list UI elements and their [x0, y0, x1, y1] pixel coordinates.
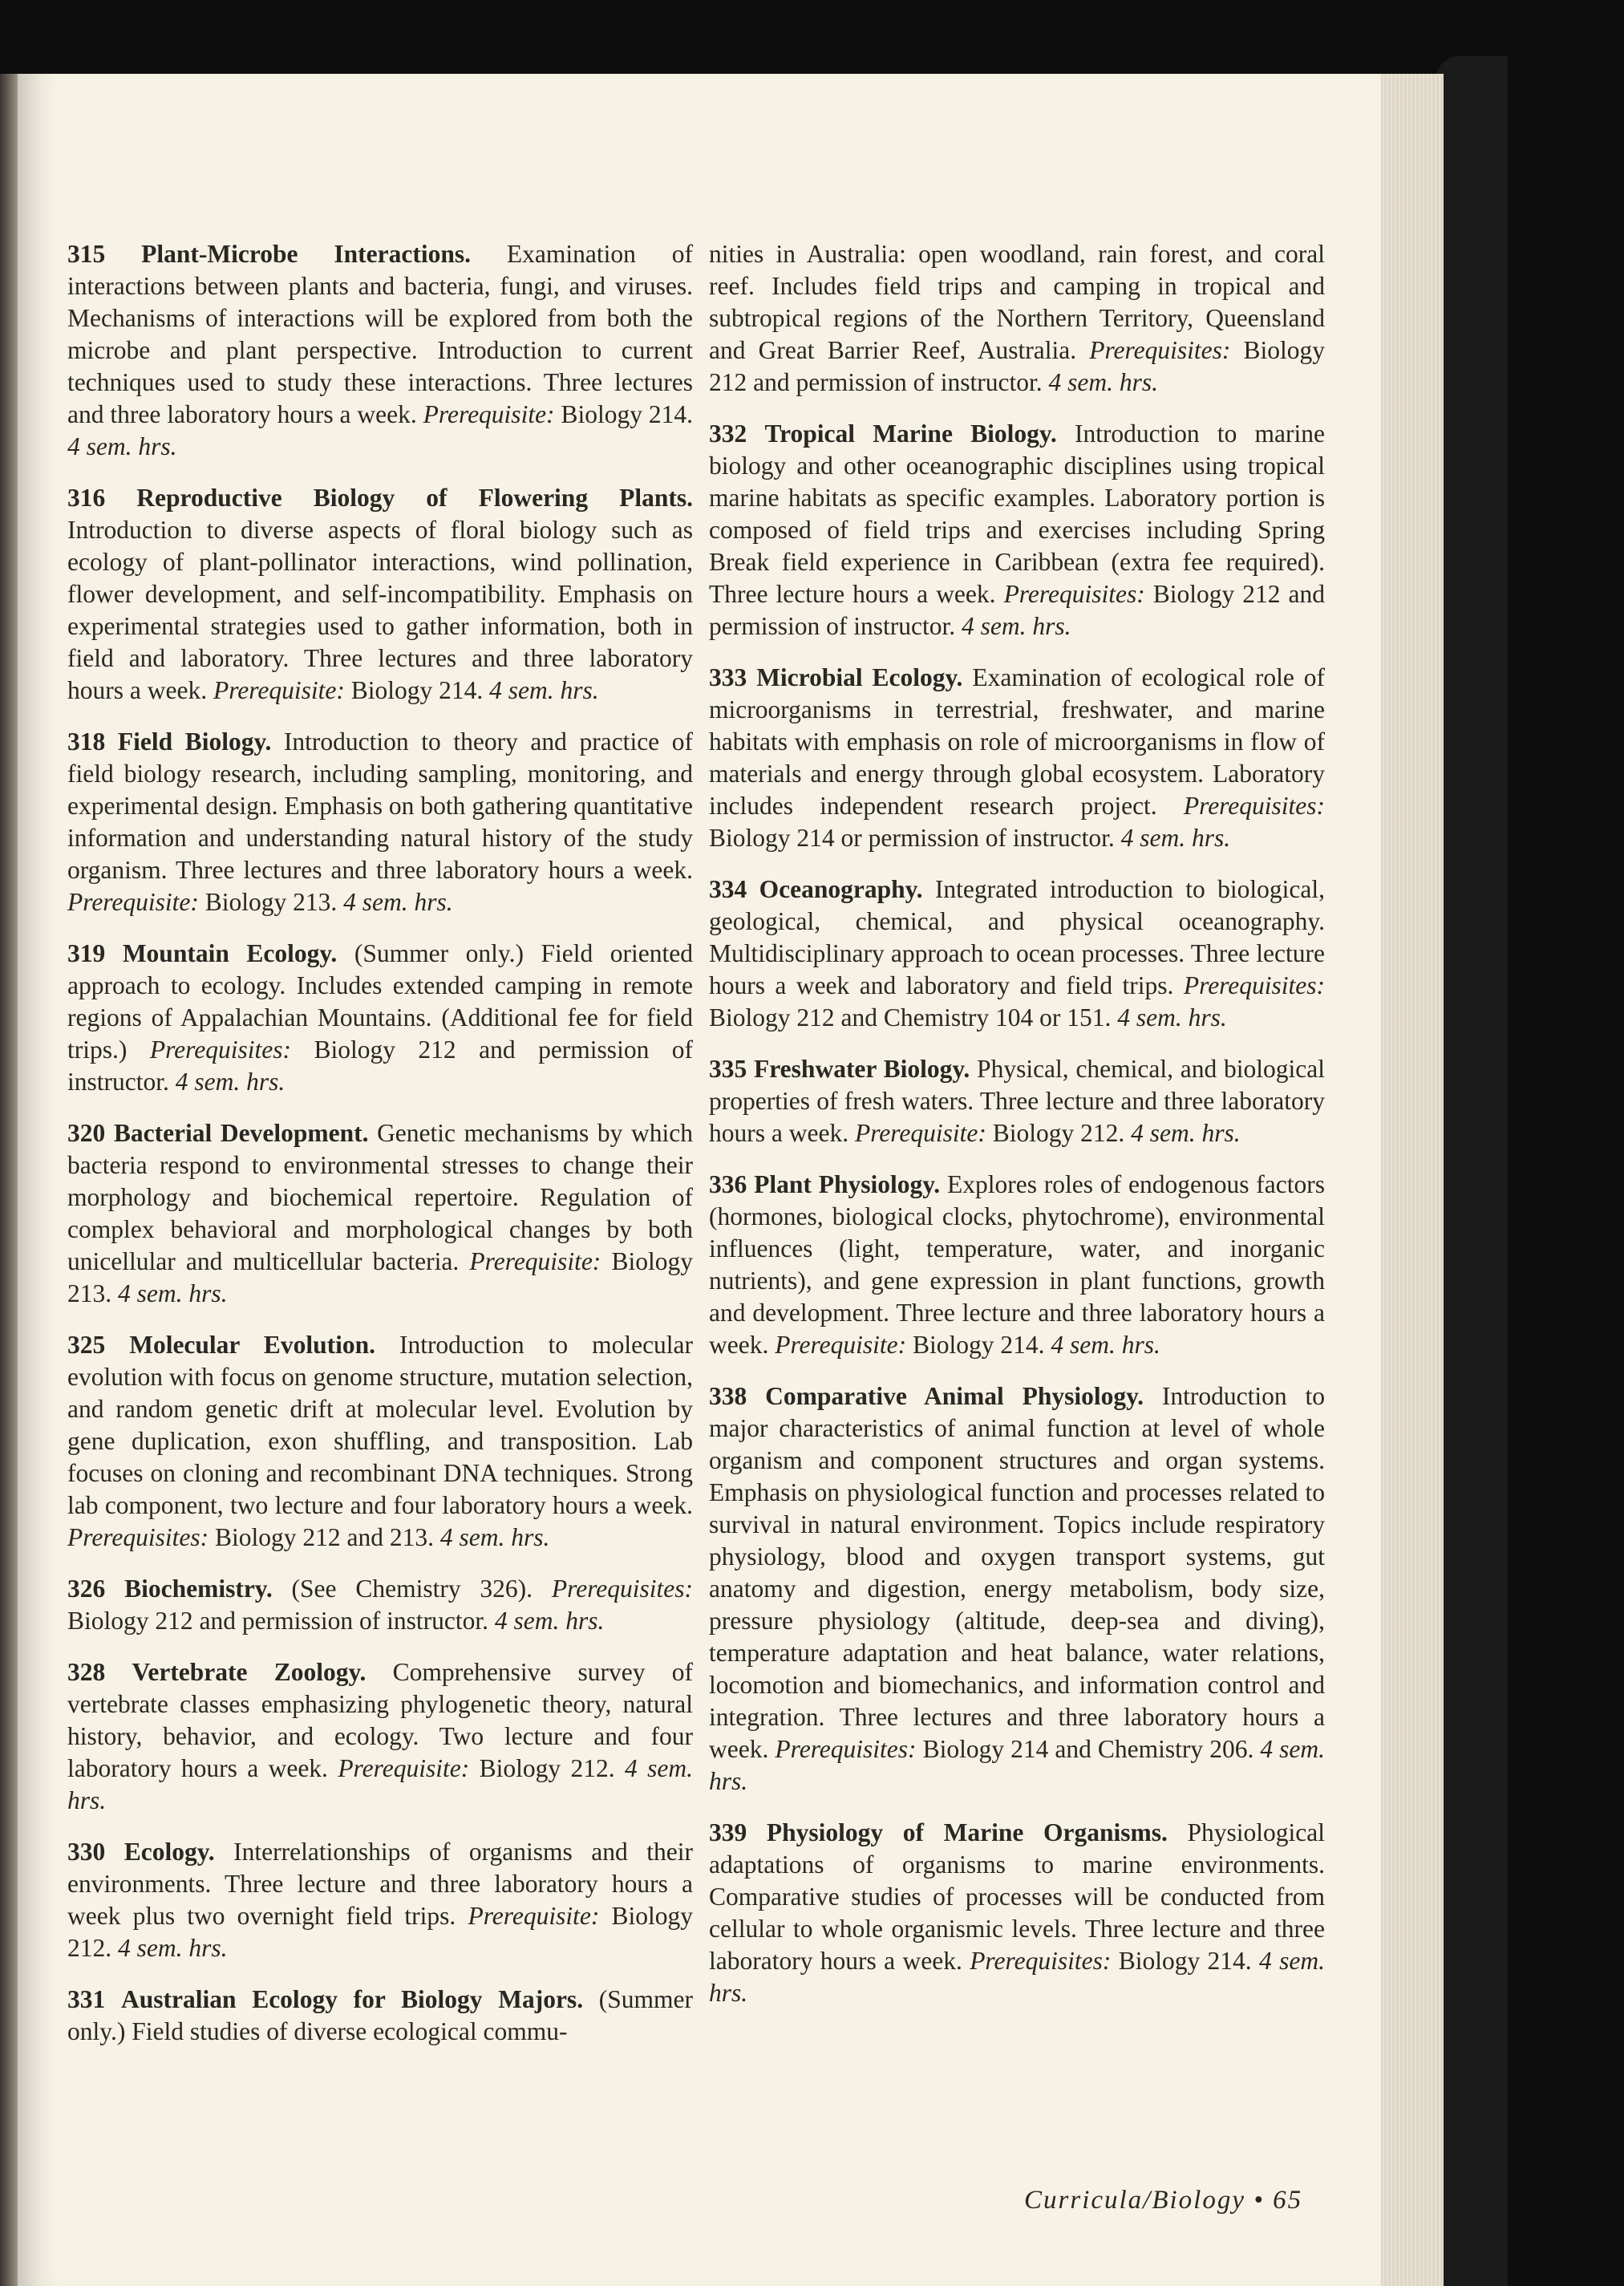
- prerequisite-text: Biology 212.: [67, 1902, 694, 1962]
- course-entry: [67, 1117, 693, 1310]
- prerequisite-text: Biology 214.: [912, 1331, 1045, 1359]
- course-title: Freshwater Biology.: [754, 1055, 970, 1083]
- course-description: Physiological adaptations of organisms to marine environments. Comparative studies of processes will be conducted from cellular to whole organismic levels. Three lecture and three laboratory hours a week.: [709, 1818, 1325, 1975]
- course-entry: [67, 482, 693, 707]
- course-description: (Summer only.) Field oriented approach to ecology. Includes extended camping in remote regions of Appalachian Mountains. (Additional fee for field trips.): [67, 939, 694, 1064]
- prerequisite-label: Prerequisite:: [423, 400, 555, 428]
- prerequisite-label: Prerequisite:: [468, 1902, 600, 1930]
- prerequisite-label: Prerequisites:: [1183, 971, 1326, 999]
- course-credit: 4 sem. hrs.: [175, 1068, 286, 1096]
- course-entry: [709, 1380, 1325, 1798]
- course-description: Interrelationships of organisms and their environments. Three lecture and three laboratory hours a week plus two overnight field trips.: [67, 1838, 694, 1930]
- course-credit: 4 sem. hrs.: [439, 1523, 550, 1551]
- course-credit: 4 sem. hrs.: [961, 612, 1071, 640]
- course-credit: 4 sem. hrs.: [343, 888, 453, 916]
- course-title: Vertebrate Zoology.: [132, 1658, 367, 1686]
- course-title: Reproductive Biology of Flowering Plants.: [136, 484, 693, 512]
- course-title: Physiology of Marine Organisms.: [766, 1818, 1168, 1846]
- course-description: (Summer only.) Field studies of diverse ecological commu-: [67, 1985, 694, 2045]
- course-entry: [67, 938, 693, 1098]
- course-number: 315: [67, 240, 106, 268]
- prerequisite-text: Biology 212.: [992, 1119, 1125, 1147]
- course-title: Bacterial Development.: [113, 1119, 369, 1147]
- course-number: 336: [709, 1170, 747, 1198]
- prerequisite-label: Prerequisites:: [1183, 792, 1325, 820]
- prerequisite-text: Biology 212 and permission of instructor.: [67, 1036, 694, 1096]
- course-entry: [67, 726, 693, 918]
- course-title: Oceanography.: [759, 875, 923, 903]
- prerequisite-label: Prerequisite:: [67, 888, 199, 916]
- prerequisite-text: Biology 212 and permission of instructor.: [709, 580, 1326, 640]
- course-description: Examination of interactions between plants and bacteria, fungi, and viruses. Mechanisms of interactions will be explored from both the microbe and plant perspective. Introduction to current techniques used to study these interactions. Three lectures and three laboratory hours a week.: [67, 240, 693, 428]
- right-column: [709, 238, 1325, 2029]
- course-credit: 4 sem. hrs.: [489, 676, 599, 704]
- prerequisite-text: Biology 212 and permission of instructor.: [709, 336, 1326, 396]
- course-title: Microbial Ecology.: [756, 663, 963, 691]
- course-title: Comparative Animal Physiology.: [765, 1382, 1144, 1410]
- course-entry: [709, 873, 1325, 1034]
- course-number: 334: [709, 875, 747, 903]
- prerequisite-text: Biology 213.: [205, 888, 338, 916]
- prerequisite-label: Prerequisite:: [338, 1754, 470, 1782]
- prerequisite-label: Prerequisites:: [1003, 580, 1145, 608]
- prerequisite-text: Biology 213.: [67, 1247, 693, 1307]
- prerequisite-text: Biology 212.: [479, 1754, 615, 1782]
- course-number: 332: [709, 420, 747, 448]
- course-entry: [709, 238, 1325, 399]
- course-title: Plant Physiology.: [754, 1170, 941, 1198]
- book-cover-edge: [1436, 56, 1508, 2286]
- prerequisite-label: Prerequisite:: [469, 1247, 601, 1275]
- course-entry: [67, 1573, 693, 1637]
- course-entry: [709, 662, 1325, 854]
- course-entry: [67, 1836, 693, 1964]
- prerequisite-text: Biology 214 or permission of instructor.: [709, 824, 1115, 852]
- course-entry: [67, 1329, 693, 1554]
- course-credit: 4 sem. hrs.: [67, 432, 177, 460]
- course-number: 325: [67, 1331, 106, 1359]
- course-credit: 4 sem. hrs.: [1117, 1003, 1227, 1032]
- course-description: Examination of ecological role of microorganisms in terrestrial, freshwater, and marine habitats with emphasis on role of microorganisms in flow of materials and energy through global ecosystem. Laboratory includes independent research project.: [709, 663, 1326, 820]
- prerequisite-label: Prerequisites:: [775, 1735, 917, 1763]
- course-number: 316: [67, 484, 106, 512]
- course-description: Introduction to molecular evolution with focus on genome structure, mutation selection, and random genetic drift at molecular level. Evolution by gene duplication, exon shuffling, and transposition. Lab focuses on cloning and recombinant DNA techniques. Strong lab component, two lecture and four laboratory hours a week.: [67, 1331, 694, 1519]
- course-number: 320: [67, 1119, 106, 1147]
- course-credit: 4 sem. hrs.: [1051, 1331, 1160, 1359]
- course-description: Introduction to diverse aspects of floral biology such as ecology of plant-pollinator interactions, wind pollination, flower development, and self-incompatibility. Emphasis on experimental strategies used to gather information, both in field and laboratory. Three lectures and three laboratory hours a week.: [67, 516, 693, 704]
- course-number: 331: [67, 1985, 106, 2013]
- course-number: 338: [709, 1382, 747, 1410]
- course-number: 339: [709, 1818, 747, 1846]
- course-title: Ecology.: [124, 1838, 215, 1866]
- course-title: Australian Ecology for Biology Majors.: [120, 1985, 584, 2013]
- course-number: 335: [709, 1055, 747, 1083]
- course-number: 318: [67, 728, 106, 756]
- prerequisite-text: Biology 212 and Chemistry 104 or 151.: [709, 1003, 1112, 1032]
- course-entry: [709, 1817, 1325, 2009]
- course-entry: [67, 238, 693, 463]
- course-credit: 4 sem. hrs.: [1048, 368, 1158, 396]
- prerequisite-label: Prerequisite:: [854, 1119, 986, 1147]
- prerequisite-label: Prerequisite:: [213, 676, 345, 704]
- course-description: nities in Australia: open woodland, rain forest, and coral reef. Includes field trips and camping in tropical and subtropical regions of the Northern Territory, Queensland and Great Barrier Reef, Australia.: [709, 240, 1325, 364]
- prerequisite-label: Prerequisites:: [1089, 336, 1231, 364]
- course-title: Biochemistry.: [124, 1575, 273, 1603]
- course-credit: 4 sem. hrs.: [118, 1934, 228, 1962]
- course-description: Introduction to major characteristics of animal function at level of whole organism and component structures and organ systems. Emphasis on physiological function and processes related to survival in natural environment. Topics include respiratory physiology, blood and oxygen transport systems, gut anatomy and digestion, energy metabolism, body size, pressure physiology (altitude, deep-sea and diving), temperature adaptation and heat balance, water relations, locomotion and biomechanics, and information control and integration. Three lectures and three laboratory hours a week.: [709, 1382, 1325, 1763]
- left-column: [67, 238, 693, 2067]
- course-credit: 4 sem. hrs.: [67, 1754, 693, 1814]
- course-description: Physical, chemical, and biological properties of fresh waters. Three lecture and three laboratory hours a week.: [709, 1055, 1326, 1147]
- course-credit: 4 sem. hrs.: [118, 1279, 228, 1307]
- course-title: Molecular Evolution.: [129, 1331, 375, 1359]
- prerequisite-text: Biology 212 and permission of instructor.: [67, 1607, 488, 1635]
- catalog-page: [18, 74, 1381, 2286]
- course-description: Introduction to marine biology and other oceanographic disciplines using tropical marine habitats as specific examples. Laboratory portion is composed of field trips and exercises including Spring Break field experience in Caribbean (extra fee required). Three lecture hours a week.: [709, 420, 1325, 608]
- footer-section: Curricula/Biology: [1024, 2186, 1245, 2215]
- course-credit: 4 sem. hrs.: [1131, 1119, 1241, 1147]
- course-number: 333: [709, 663, 747, 691]
- course-credit: 4 sem. hrs.: [494, 1607, 605, 1635]
- footer-bullet: •: [1253, 2186, 1265, 2215]
- course-title: Tropical Marine Biology.: [764, 420, 1057, 448]
- course-number: 326: [67, 1575, 106, 1603]
- course-number: 330: [67, 1838, 106, 1866]
- course-title: Plant-Microbe Interactions.: [141, 240, 472, 268]
- course-entry: [709, 418, 1325, 642]
- prerequisite-label: Prerequisite:: [775, 1331, 907, 1359]
- course-credit: 4 sem. hrs.: [1120, 824, 1231, 852]
- prerequisite-label: Prerequisites:: [67, 1523, 209, 1551]
- course-entry: [67, 1656, 693, 1817]
- prerequisite-label: Prerequisites:: [970, 1947, 1112, 1975]
- course-description: Genetic mechanisms by which bacteria respond to environmental stresses to change their morphology and biochemical repertoire. Regulation of complex behavioral and morphological changes by both unicellular and multicellular bacteria.: [67, 1119, 693, 1275]
- course-description: Introduction to theory and practice of field biology research, including sampling, monitoring, and experimental design. Emphasis on both gathering quantitative information and understanding natural history of the study organism. Three lectures and three laboratory hours a week.: [67, 728, 693, 884]
- prerequisite-label: Prerequisites:: [149, 1036, 291, 1064]
- course-description: Comprehensive survey of vertebrate classes emphasizing phylogenetic theory, natural history, behavior, and ecology. Two lecture and four laboratory hours a week.: [67, 1658, 693, 1782]
- prerequisite-text: Biology 214.: [1118, 1947, 1252, 1975]
- course-entry: [709, 1169, 1325, 1361]
- course-entry: [709, 1053, 1325, 1149]
- course-credit: 4 sem. hrs.: [709, 1947, 1326, 2007]
- prerequisite-text: Biology 212 and 213.: [215, 1523, 435, 1551]
- course-description: Explores roles of endogenous factors (hormones, biological clocks, phytochrome), environmental influences (light, temperature, water, and inorganic nutrients), and gene expression in plant functions, growth and development. Three lecture and three laboratory hours a week.: [709, 1170, 1326, 1359]
- course-credit: 4 sem. hrs.: [709, 1735, 1326, 1795]
- course-title: Mountain Ecology.: [122, 939, 338, 967]
- prerequisite-text: Biology 214 and Chemistry 206.: [922, 1735, 1254, 1763]
- course-description: (See Chemistry 326).: [291, 1575, 533, 1603]
- course-number: 319: [67, 939, 106, 967]
- page-number: 65: [1273, 2186, 1303, 2215]
- page-footer: [1024, 2186, 1385, 2215]
- course-entry: [67, 1984, 693, 2048]
- course-description: Integrated introduction to biological, geological, chemical, and physical oceanography. Multidisciplinary approach to ocean processes. Three lecture hours a week and laboratory and field trips.: [709, 875, 1325, 999]
- course-number: 328: [67, 1658, 106, 1686]
- prerequisite-text: Biology 214.: [350, 676, 484, 704]
- prerequisite-text: Biology 214.: [561, 400, 694, 428]
- course-title: Field Biology.: [117, 728, 272, 756]
- prerequisite-label: Prerequisites:: [551, 1575, 694, 1603]
